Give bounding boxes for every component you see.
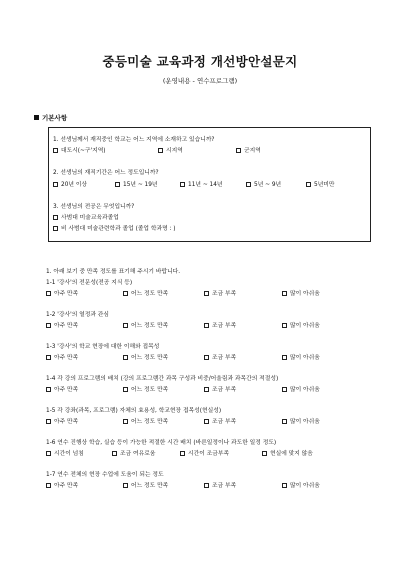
option-label: 사범대 미술교육과졸업	[61, 215, 119, 221]
checkbox[interactable]	[123, 291, 128, 296]
option-label: 많이 아쉬움	[290, 291, 320, 297]
survey-option[interactable]	[46, 480, 78, 489]
survey-option[interactable]	[112, 448, 155, 457]
survey-item-label: 1-1 '강사'의 전문성(전공 지식 등)	[46, 280, 133, 286]
option-label: 시간이 조금부족	[188, 451, 230, 457]
option-label: 대도시(~구'지역)	[61, 148, 106, 154]
option-label: 조금 여유로움	[120, 451, 156, 457]
survey-option[interactable]	[123, 352, 168, 361]
option-label: 어느 정도 만족	[131, 483, 169, 489]
option-label: 조금 부족	[212, 323, 237, 329]
question-region: 1. 선생님께서 재직중인 학교는 어느 지역에 소재하고 있습니까?	[53, 137, 215, 143]
survey-item-label: 1-3 '강사'의 학교 현장에 대한 이해와 접목성	[46, 344, 160, 350]
option-major-art-education[interactable]	[53, 212, 119, 221]
section-heading-basic	[34, 113, 67, 122]
option-label: 어느 정도 만족	[131, 355, 169, 361]
checkbox[interactable]	[262, 451, 267, 456]
square-bullet-icon	[34, 115, 39, 120]
checkbox[interactable]	[180, 451, 185, 456]
checkbox[interactable]	[46, 419, 51, 424]
option-label: 20년 이상	[61, 182, 88, 188]
checkbox[interactable]	[204, 355, 209, 360]
survey-option[interactable]	[180, 448, 229, 457]
document-title: 중등미술 교육과정 개선방안설문지	[102, 54, 298, 69]
checkbox[interactable]	[204, 387, 209, 392]
survey-option[interactable]	[204, 288, 236, 297]
survey-item-label: 1-6 연수 진행상 학습, 실습 등이 가능한 적절한 시간 배치 (바른일정이나 과도한 일정 정도)	[46, 440, 277, 446]
option-label: 아주 만족	[54, 323, 79, 329]
survey-option[interactable]	[262, 448, 313, 457]
survey-option[interactable]	[282, 288, 320, 297]
option-label: 조금 부족	[212, 291, 237, 297]
option-label: 많이 아쉬움	[290, 387, 320, 393]
option-label: 5년미만	[314, 182, 335, 188]
option-label: 많이 아쉬움	[290, 483, 320, 489]
question-tenure: 2. 선생님의 재직기간은 어느 정도입니까?	[53, 170, 159, 176]
checkbox[interactable]	[123, 355, 128, 360]
checkbox[interactable]	[46, 291, 51, 296]
survey-option[interactable]	[46, 320, 78, 329]
survey-option[interactable]	[282, 352, 320, 361]
checkbox[interactable]	[123, 419, 128, 424]
option-label: 조금 부족	[212, 419, 237, 425]
option-tenure-11-14[interactable]	[180, 179, 223, 188]
checkbox[interactable]	[204, 483, 209, 488]
survey-option[interactable]	[123, 384, 168, 393]
survey-item-label: 1-7 연수 전체의 현장 수업에 도움이 되는 정도	[46, 472, 164, 478]
survey-item-label: 1-2 '강사'의 열정과 관심	[46, 312, 109, 318]
survey-option[interactable]	[46, 288, 78, 297]
option-label: 아주 만족	[54, 419, 79, 425]
survey-item-label: 1-4 각 강의 프로그램의 배치 (강의 프로그램간 과목 구성과 비중/어울림과 과목간의 적절성)	[46, 376, 279, 382]
survey-option[interactable]	[46, 416, 78, 425]
checkbox[interactable]	[123, 387, 128, 392]
option-label: 어느 정도 만족	[131, 387, 169, 393]
survey-option[interactable]	[123, 416, 168, 425]
checkbox[interactable]	[246, 182, 251, 187]
option-label: 조금 부족	[212, 355, 237, 361]
option-label: 11년 ~ 14년	[188, 182, 223, 188]
checkbox[interactable]	[282, 291, 287, 296]
survey-option[interactable]	[282, 384, 320, 393]
checkbox[interactable]	[158, 148, 163, 153]
survey-option[interactable]	[204, 320, 236, 329]
option-label: 조금 부족	[212, 387, 237, 393]
checkbox[interactable]	[53, 182, 58, 187]
option-tenure-under5[interactable]	[306, 179, 335, 188]
checkbox[interactable]	[282, 387, 287, 392]
section-heading-label: 기본사항	[42, 114, 68, 122]
option-region-city[interactable]	[158, 145, 183, 154]
checkbox[interactable]	[180, 182, 185, 187]
checkbox[interactable]	[53, 148, 58, 153]
checkbox[interactable]	[204, 419, 209, 424]
option-label: 15년 ~ 19년	[123, 182, 158, 188]
checkbox[interactable]	[53, 226, 58, 231]
option-label: 아주 만족	[54, 387, 79, 393]
option-label: 시간이 넘침	[54, 451, 84, 457]
survey-option[interactable]	[46, 448, 84, 457]
survey-option[interactable]	[282, 416, 320, 425]
checkbox[interactable]	[46, 483, 51, 488]
option-major-non-education[interactable]	[53, 223, 176, 232]
checkbox[interactable]	[204, 291, 209, 296]
checkbox[interactable]	[282, 323, 287, 328]
checkbox[interactable]	[123, 323, 128, 328]
survey-option[interactable]	[123, 288, 168, 297]
checkbox[interactable]	[282, 355, 287, 360]
document-subtitle: (운영내용 - 연수프로그램)	[162, 77, 238, 85]
survey-option[interactable]	[204, 352, 236, 361]
survey-item-label: 1-5 각 강좌(과목, 프로그램) 자체의 효용성, 학교현장 접목성(현실성)	[46, 408, 222, 414]
option-label: 비 사범대 미술관련학과 졸업 (졸업 학과명 : )	[61, 226, 176, 232]
option-tenure-15-19[interactable]	[115, 179, 158, 188]
survey-option[interactable]	[46, 384, 78, 393]
checkbox[interactable]	[282, 483, 287, 488]
survey-option[interactable]	[204, 384, 236, 393]
option-label: 아주 만족	[54, 291, 79, 297]
option-label: 아주 만족	[54, 483, 79, 489]
checkbox[interactable]	[46, 355, 51, 360]
option-label: 조금 부족	[212, 483, 237, 489]
option-tenure-5-9[interactable]	[246, 179, 281, 188]
checkbox[interactable]	[306, 182, 311, 187]
option-label: 군지역	[244, 148, 261, 154]
checkbox[interactable]	[46, 323, 51, 328]
option-region-metro[interactable]	[53, 145, 106, 154]
checkbox[interactable]	[123, 483, 128, 488]
option-label: 현실에 맞지 않음	[270, 451, 313, 457]
survey-option[interactable]	[204, 416, 236, 425]
option-label: 많이 아쉬움	[290, 419, 320, 425]
survey-option[interactable]	[204, 480, 236, 489]
survey-option[interactable]	[282, 480, 320, 489]
option-label: 5년 ~ 9년	[254, 182, 282, 188]
checkbox[interactable]	[53, 215, 58, 220]
option-label: 어느 정도 만족	[131, 323, 169, 329]
option-label: 아주 만족	[54, 355, 79, 361]
option-label: 어느 정도 만족	[131, 291, 169, 297]
question-major: 3. 선생님의 전공은 무엇입니까?	[53, 204, 135, 210]
checkbox[interactable]	[236, 148, 241, 153]
survey-option[interactable]	[282, 320, 320, 329]
option-label: 시지역	[166, 148, 183, 154]
option-region-county[interactable]	[236, 145, 261, 154]
checkbox[interactable]	[282, 419, 287, 424]
option-tenure-20plus[interactable]	[53, 179, 87, 188]
survey-option[interactable]	[123, 320, 168, 329]
checkbox[interactable]	[112, 451, 117, 456]
checkbox[interactable]	[115, 182, 120, 187]
checkbox[interactable]	[204, 323, 209, 328]
option-label: 많이 아쉬움	[290, 323, 320, 329]
checkbox[interactable]	[46, 451, 51, 456]
option-label: 어느 정도 만족	[131, 419, 169, 425]
survey-option[interactable]	[46, 352, 78, 361]
survey-instruction: 1. 아래 보기 중 만족 정도를 표기해 주시기 바랍니다.	[46, 269, 181, 275]
option-label: 많이 아쉬움	[290, 355, 320, 361]
checkbox[interactable]	[46, 387, 51, 392]
survey-option[interactable]	[123, 480, 168, 489]
